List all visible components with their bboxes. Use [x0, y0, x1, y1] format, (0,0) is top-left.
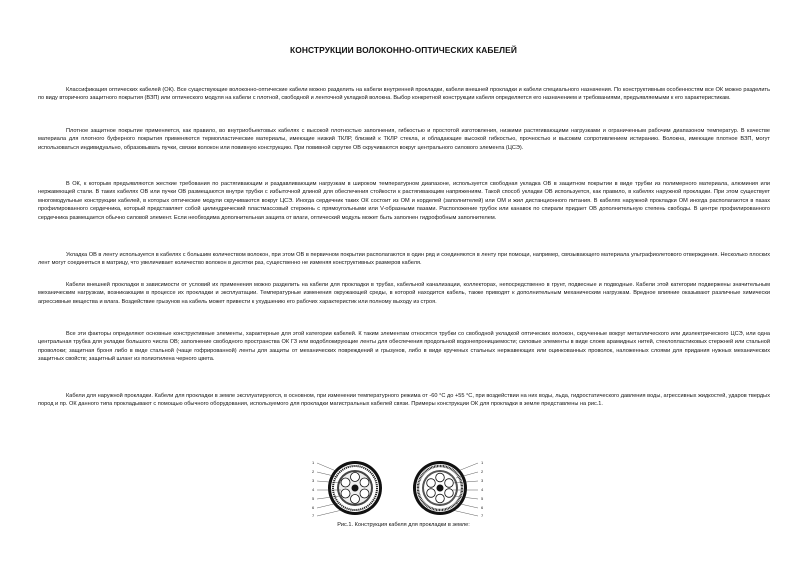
figure-right-label: 4: [481, 487, 484, 492]
figure-left-label: 4: [312, 487, 315, 492]
figure-left-label: 5: [312, 496, 315, 501]
figure-left-label: 3: [312, 478, 315, 483]
page-title: КОНСТРУКЦИИ ВОЛОКОННО-ОПТИЧЕСКИХ КАБЕЛЕЙ: [290, 45, 517, 55]
figure-right-label: 3: [481, 478, 484, 483]
paragraph-ribbon: Укладка ОВ в ленту используется в кабелях с большим количеством волокон, при этом ОВ в первичном покрытии располагаются в один ряд и соединяются в ленту при помощи, например, связывающего материала ультрафиолетового отверждения. Несколько плоских лент могут соединяться в матрицу, что увеличивает количество волокон в десятки раз, существенно не изменяя конструктивных размеров кабеля.: [38, 252, 770, 267]
cable-cross-section-figure: [300, 453, 500, 523]
cable-section-left: [312, 460, 382, 518]
paragraph-outdoor-cables: Кабели внешней прокладки в зависимости от условий их применения можно разделить на кабели для прокладки в трубах, кабельной канализации, коллекторах, непосредственно в грунт, подвесные и подводные. Кабели этой категории подвержены значительным механическим нагрузкам, возникающим в процессе их прокладки и эксплуатации. Температурные изменения окружающей среды, в которой находится кабель, также приводят к дополнительным механическим нагрузкам. Вредное влияние оказывают различные химически агрессивные вещества и влага. Воздействие грызунов на кабель может привести к ухудшению его рабочих характеристик или полному выходу из строя.: [38, 282, 770, 305]
paragraph-loose-tube: В ОК, к которым предъявляются жесткие требования по растягивающим и раздавливающим нагрузкам в широком температурном диапазоне, используется свободная укладка ОВ в защитном покрытии в виде трубки из полимерного материала, алюминия или нержавеющей стали. В таких кабелях ОВ или пучки ОВ размещаются внутри трубки с избыточной длиной для обеспечения стойкости к растягивающим напряжениям. Такой способ укладки ОВ используется, как правило, в кабелях наружной прокладки. При этом существует многомодульные конструкции кабелей, в которых оптические модули скручиваются вокруг ЦСЭ. Иногда сердечник таких ОК состоит из ОМ и корделей (заполнителей) или ОМ и жил дистанционного питания. В кабелях наружной прокладки ОМ иногда располагаются в пазах профилированного сердечника, который представляет собой цилиндрический пластмассовый стержень с прямоугольными или V-образными пазами. Расположение трубок или канавок по спирали придает ОВ дополнительную степень свободы. В центре профилированного сердечника размещается обычно силовой элемент. Если необходима дополнительная защита от влаги, оптический модуль может быть заполнен гидрофобным заполнителем.: [38, 181, 770, 221]
paragraph-underground-cables: Кабели для наружной прокладки. Кабели для прокладки в земле эксплуатируются, в основном, при изменении температурного режима от -60 °С до +55 °С, при воздействии на них воды, льда, гидростатического давления воды, агрессивных жидкостей, ударов твердых пород и пр. ОК данного типа прокладывают с помощью обычного оборудования, используемого для прокладки магистральных кабелей связи. Примеры конструкции ОК для прокладки в земле представлены на рис.1.: [38, 393, 770, 408]
figure-left-label: 2: [312, 469, 315, 474]
cable-section-right: [413, 460, 484, 518]
figure-left-label: 6: [312, 505, 315, 510]
figure-right-label: 5: [481, 496, 484, 501]
paragraph-tight-buffer: Плотное защитное покрытие применяется, как правило, во внутриобъектовых кабелях с высокой плотностью заполнения, гибкостью и простотой изготовления, низкими растягивающими нагрузками и ограниченным рабочим диапазоном температур. В качестве материала для плотного буферного покрытия применяются термопластические материалы, имеющие низкий ТКЛР, близкий к ТКЛР стекла, и обладающие высокой гибкостью, прочностью и высоким сопротивлением истиранию. Волокна, имеющие плотное ВЗП, могут использоваться индивидуально, образовывать пучки, связки волокон или повивную конструкцию. При повивной скрутке ОВ скручиваются вокруг центрального силового элемента (ЦСЭ).: [38, 128, 770, 151]
paragraph-design-elements: Все эти факторы определяют основные конструктивные элементы, характерные для этой категории кабелей. К таким элементам относятся трубки со свободной укладкой оптических волокон, скрученные вокруг металлического или диэлектрического ЦСЭ, или одна центральная трубка для укладки большого числа ОВ; заполнение свободного пространства ОК ГЗ или водоблокирующие ленты для обеспечения продольной водонепроницаемости; силовые элементы в виде слоев арамидных нитей, стеклопластиковых стержней или стальной проволоки; защитная броня либо в виде стальной (чаще гофрированной) ленты для защиты от механических повреждений и грызунов, либо в виде крученых стальных нержавеющих или оцинкованных проволок, наложенных слоями для придания нужных механических защитных свойств; защитный шланг из полиэтилена черного цвета.: [38, 331, 770, 363]
figure-right-label: 2: [481, 469, 484, 474]
figure-right-label: 7: [481, 513, 484, 518]
paragraph-classification: Классификация оптических кабелей (ОК). Все существующие волоконно-оптические кабели можно разделить на кабели внутренней прокладки, кабели внешней прокладки и кабели специального назначения. По конструктивным особенностям все ОК можно разделить по виду вторичного защитного покрытия (ВЗП) или оптического модуля на кабели с плотной, свободной и ленточной укладкой волокна. Выбор конкретной конструкции кабеля определяется его назначением и требованиями, предъявляемыми к его характеристикам.: [38, 87, 770, 102]
figure-caption: Рис.1. Конструкция кабеля для прокладки в земле:: [337, 522, 470, 528]
figure-left-label: 1: [312, 460, 315, 465]
figure-left-label: 7: [312, 513, 315, 518]
figure-right-label: 6: [481, 505, 484, 510]
figure-right-label: 1: [481, 460, 484, 465]
